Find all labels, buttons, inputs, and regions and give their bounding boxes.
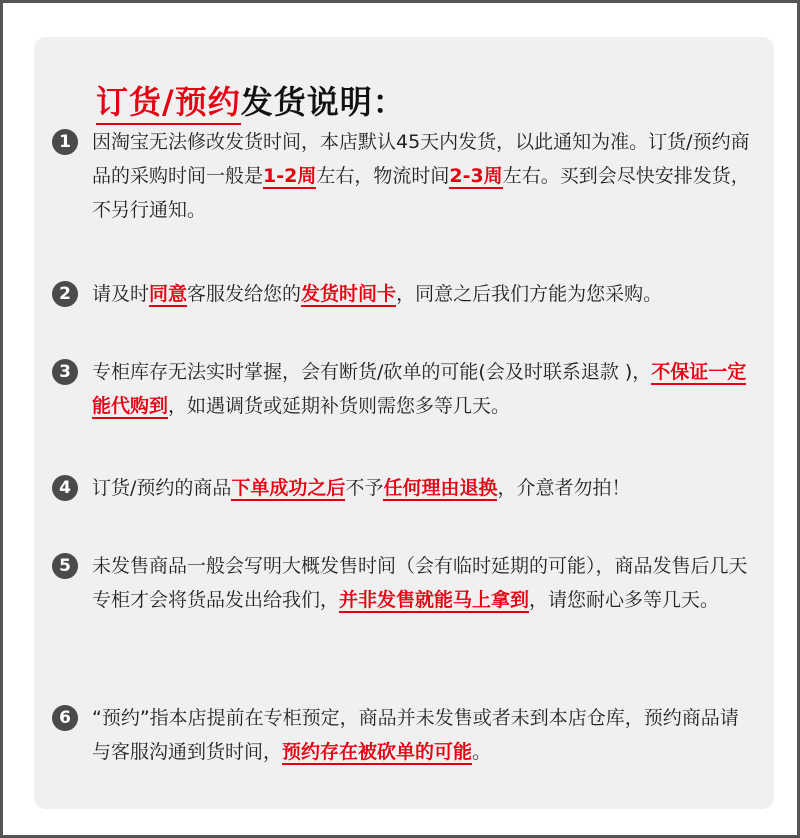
text-segment: “预约”指本店提前在专柜预定，商品并未发售或者未到本店仓库，预约商品请与客服沟通到货时间， xyxy=(92,707,739,763)
notice-item-6 xyxy=(52,701,757,769)
highlight-no-guarantee: 不保证一定能代购到 xyxy=(92,361,747,417)
text-segment: 客服发给您的 xyxy=(187,283,302,305)
text-segment: 请及时 xyxy=(92,283,150,305)
text-segment: 因淘宝无法修改发货时间，本店默认45天内发货，以此通知为准。订货/预约商品的采购时间一般是 xyxy=(92,131,750,187)
number-6-icon: 6 xyxy=(52,705,78,731)
title-highlight: 订货/预约 xyxy=(96,83,241,125)
notice-text-3 xyxy=(92,355,757,423)
text-segment: 专柜库存无法实时掌握，会有断货/砍单的可能(会及时联系退款 )， xyxy=(92,361,652,383)
text-segment: ，如遇调货或延期补货则需您多等几天。 xyxy=(168,395,511,417)
notice-item-3 xyxy=(52,355,757,423)
highlight-purchase-time: 1-2周 xyxy=(263,165,317,187)
title-rest: 发货说明： xyxy=(240,83,406,121)
highlight-delivery-card: 发货时间卡 xyxy=(301,283,397,305)
text-segment: ，请您耐心多等几天。 xyxy=(529,589,720,611)
text-segment: 左右。买到会尽快安排发货，不另行通知。 xyxy=(92,165,750,221)
number-2-icon: 2 xyxy=(52,281,78,307)
highlight-agree: 同意 xyxy=(149,283,188,305)
notice-text-6 xyxy=(92,701,757,769)
notice-text-4 xyxy=(92,471,757,505)
text-segment: 未发售商品一般会写明大概发售时间（会有临时延期的可能），商品发售后几天专柜才会将货品发出给我们， xyxy=(92,555,748,611)
text-segment: 不予 xyxy=(345,477,384,499)
page-title xyxy=(96,77,406,123)
text-segment: 左右，物流时间 xyxy=(316,165,450,187)
text-segment: ，介意者勿拍！ xyxy=(497,477,631,499)
number-4-icon: 4 xyxy=(52,475,78,501)
notice-text-1 xyxy=(92,125,757,227)
number-5-icon: 5 xyxy=(52,553,78,579)
notice-item-5 xyxy=(52,549,757,617)
number-3-icon: 3 xyxy=(52,359,78,385)
highlight-may-be-cut: 预约存在被砍单的可能 xyxy=(282,741,473,763)
highlight-not-immediate: 并非发售就能马上拿到 xyxy=(339,589,530,611)
notice-item-2 xyxy=(52,277,757,311)
text-segment: 。 xyxy=(472,741,492,763)
notice-text-2 xyxy=(92,277,757,311)
notice-item-4 xyxy=(52,471,757,505)
highlight-shipping-time: 2-3周 xyxy=(449,165,503,187)
notice-item-1 xyxy=(52,125,757,227)
highlight-after-order: 下单成功之后 xyxy=(231,477,346,499)
notice-text-5 xyxy=(92,549,757,617)
text-segment: 订货/预约的商品 xyxy=(92,477,232,499)
notice-card xyxy=(34,37,774,809)
text-segment: ，同意之后我们方能为您采购。 xyxy=(396,283,663,305)
number-1-icon: 1 xyxy=(52,129,78,155)
highlight-no-return: 任何理由退换 xyxy=(383,477,498,499)
